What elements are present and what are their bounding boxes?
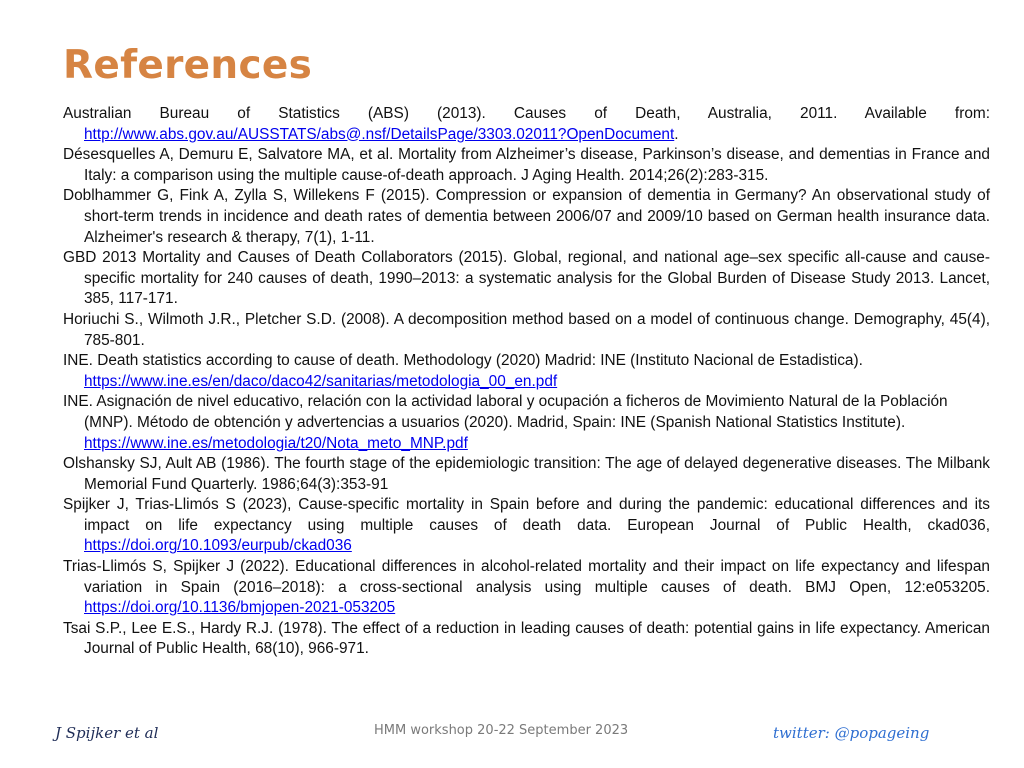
reference-text: INE. Asignación de nivel educativo, relación con la actividad laboral y ocupación a ficheros de Movimiento Natural de la Población (MNP). Método de obtención y advertencias a usuarios (2020). Madrid, Spain: INE (Spanish National Statistics Institute). [63, 393, 948, 431]
reference-item [63, 104, 990, 145]
footer-author: J Spijker et al [55, 724, 159, 742]
reference-text: GBD 2013 Mortality and Causes of Death Collaborators (2015). Global, regional, and national age–sex specific all-cause and cause-specific mortality for 240 causes of death, 1990–2013: a systematic analysis for the Global Burden of Disease Study 2013. Lancet, 385, 117-171. [63, 249, 990, 308]
page-title: References [63, 43, 313, 88]
reference-item [63, 557, 990, 619]
reference-trailing: . [674, 125, 679, 143]
reference-text: Désesquelles A, Demuru E, Salvatore MA, et al. Mortality from Alzheimer’s disease, Parkinson’s disease, and dementias in France and Italy: a comparison using the multiple cause-of-death approach. J Aging Health. 2014;26(2):283-315. [63, 146, 990, 184]
reference-item [63, 145, 990, 186]
reference-link[interactable]: https://www.ine.es/metodologia/t20/Nota_meto_MNP.pdf [84, 434, 468, 452]
reference-text: Olshansky SJ, Ault AB (1986). The fourth stage of the epidemiologic transition: The age of delayed degenerative diseases. The Milbank Memorial Fund Quarterly. 1986;64(3):353-91 [63, 455, 990, 493]
reference-item [63, 351, 990, 392]
reference-link[interactable]: https://doi.org/10.1093/eurpub/ckad036 [84, 537, 352, 555]
reference-text: Spijker J, Trias-Llimós S (2023), Cause-specific mortality in Spain before and during the pandemic: educational differences and its impact on life expectancy using multiple causes of death data. European Journal of Public Health, ckad036, [63, 496, 990, 534]
reference-text: INE. Death statistics according to cause of death. Methodology (2020) Madrid: INE (Instituto Nacional de Estadistica). [63, 352, 863, 370]
reference-item [63, 495, 990, 557]
reference-link[interactable]: http://www.abs.gov.au/AUSSTATS/abs@.nsf/DetailsPage/3303.02011?OpenDocument [84, 125, 675, 143]
reference-item [63, 186, 990, 248]
reference-item [63, 248, 990, 310]
reference-item [63, 392, 990, 454]
footer-twitter-handle[interactable]: twitter: @popageing [773, 724, 930, 742]
reference-text: Australian Bureau of Statistics (ABS) (2013). Causes of Death, Australia, 2011. Available from: [63, 105, 990, 122]
reference-link[interactable]: https://doi.org/10.1136/bmjopen-2021-053205 [84, 599, 396, 617]
reference-text: Doblhammer G, Fink A, Zylla S, Willekens F (2015). Compression or expansion of dementia in Germany? An observational study of short-term trends in incidence and death rates of dementia between 2006/07 and 2009/10 based on German health insurance data. Alzheimer's research & therapy, 7(1), 1-11. [63, 187, 990, 246]
reference-item [63, 310, 990, 351]
footer-event: HMM workshop 20-22 September 2023 [374, 723, 629, 738]
reference-text: Horiuchi S., Wilmoth J.R., Pletcher S.D. (2008). A decomposition method based on a model of continuous change. Demography, 45(4), 785-801. [63, 310, 990, 349]
reference-item [63, 619, 990, 660]
reference-text: Tsai S.P., Lee E.S., Hardy R.J. (1978). The effect of a reduction in leading causes of death: potential gains in life expectancy. American Journal of Public Health, 68(10), 966-971. [63, 619, 990, 658]
reference-item [63, 454, 990, 495]
reference-list [63, 104, 990, 660]
reference-text: Trias-Llimós S, Spijker J (2022). Educational differences in alcohol-related mortality and their impact on life expectancy and lifespan variation in Spain (2016–2018): a cross-sectional analysis using multiple causes of death. BMJ Open, 12:e053205. [63, 558, 990, 596]
reference-link[interactable]: https://www.ine.es/en/daco/daco42/sanitarias/metodologia_00_en.pdf [84, 372, 558, 390]
